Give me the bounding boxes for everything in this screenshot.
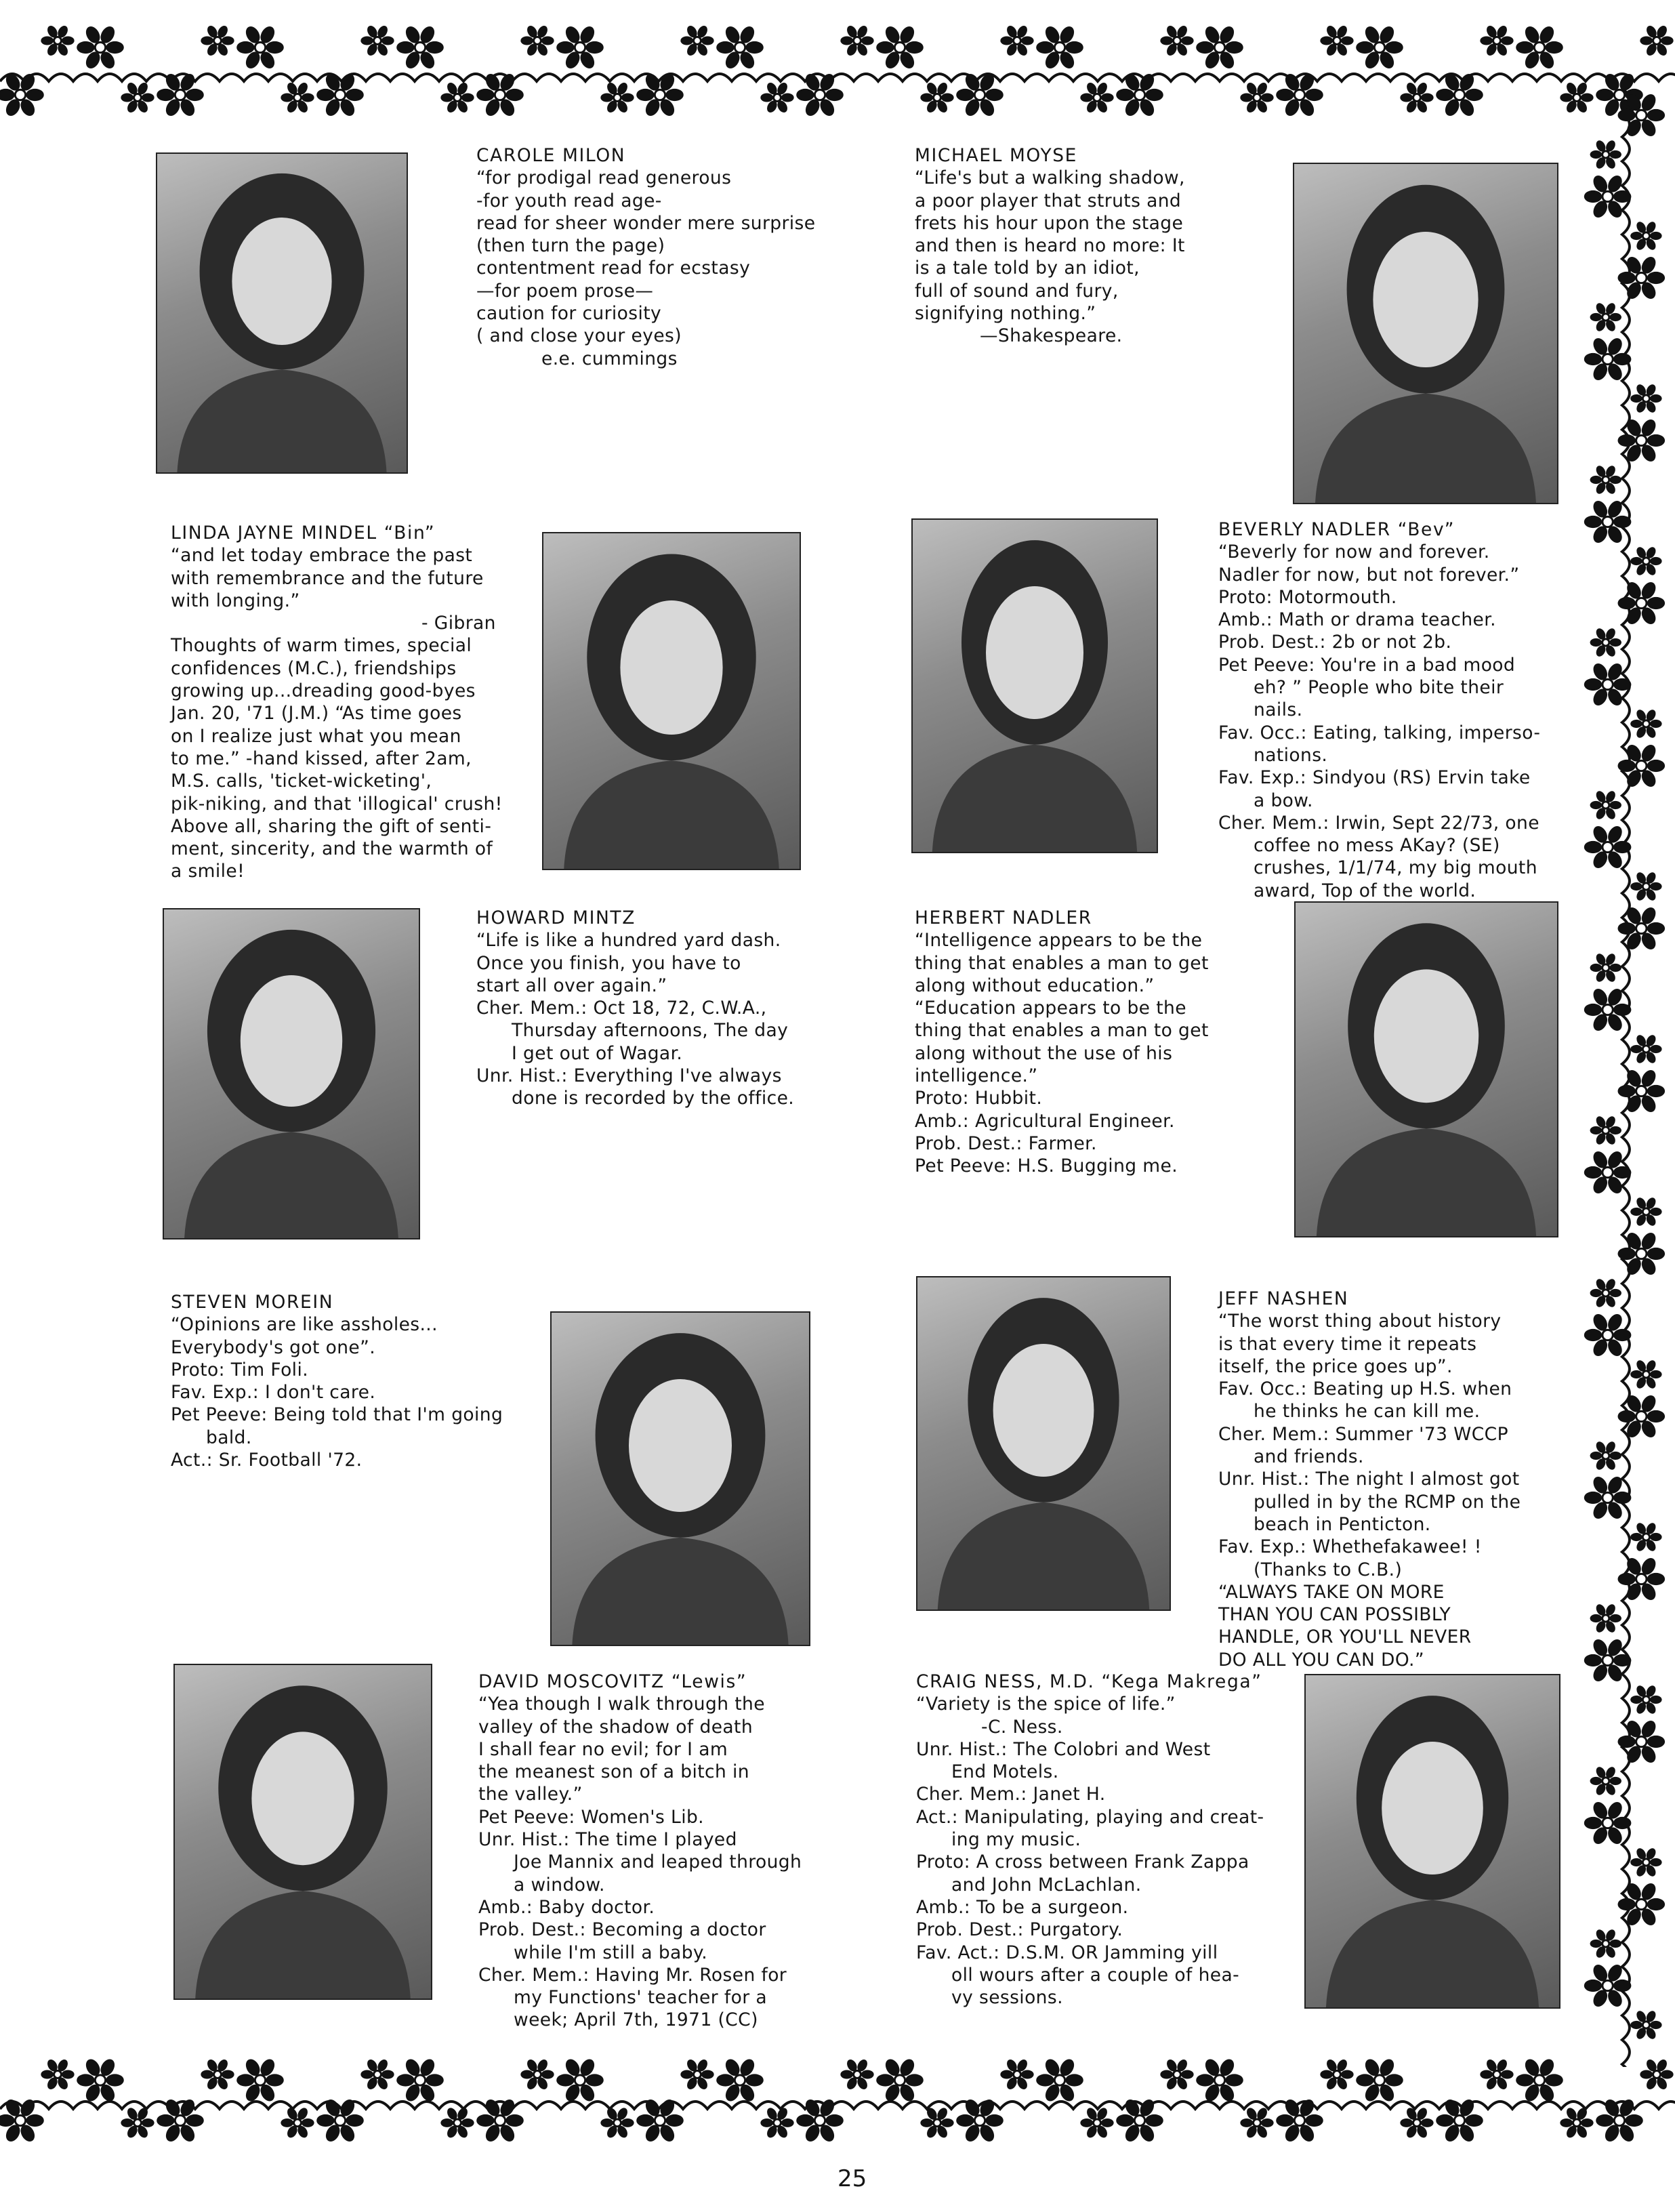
flower-icon: [1590, 1277, 1621, 1309]
entry-line: THAN YOU CAN POSSIBLY: [1218, 1604, 1451, 1626]
flower-icon: [760, 2106, 793, 2139]
entry-line: Unr. Hist.: The time I played: [478, 1829, 737, 1851]
entry-line: along without education.”: [915, 975, 1155, 996]
portrait-silhouette: [175, 1665, 431, 1999]
entry-line: Act.: Sr. Football '72.: [171, 1450, 363, 1471]
entry-carole-milon: [476, 144, 815, 370]
entry-line: —for poem prose—: [476, 280, 654, 302]
portrait-silhouette: [157, 154, 407, 472]
entry-line: End Motels.: [951, 1761, 1059, 1783]
flower-icon: [1196, 2057, 1243, 2104]
flower-icon: [77, 2057, 124, 2104]
flower-icon: [1356, 24, 1403, 70]
flower-icon: [201, 24, 234, 57]
flower-icon: [121, 81, 154, 114]
student-name: MICHAEL MOYSE: [915, 145, 1077, 166]
flower-icon: [556, 2057, 604, 2104]
student-name: DAVID MOSCOVITZ “Lewis”: [478, 1671, 747, 1692]
entry-line: Nadler for now, but not forever.”: [1218, 564, 1520, 586]
flower-icon: [1584, 1799, 1632, 1846]
flower-icon: [396, 24, 444, 70]
student-name: LINDA JAYNE MINDEL “Bin”: [171, 523, 436, 544]
flower-icon: [1320, 24, 1353, 57]
entry-line: I get out of Wagar.: [512, 1042, 683, 1064]
portrait-silhouette: [1294, 164, 1557, 503]
entry-line: Prob. Dest.: Farmer.: [915, 1132, 1097, 1154]
entry-line: ing my music.: [951, 1829, 1081, 1851]
flower-icon: [1160, 24, 1193, 57]
entry-line: -C. Ness.: [981, 1716, 1063, 1738]
entry-line: e.e. cummings: [541, 348, 678, 369]
flower-icon: [1630, 708, 1661, 739]
entry-line: the meanest son of a bitch in: [478, 1761, 749, 1783]
portrait-silhouette: [917, 1277, 1170, 1610]
flower-icon: [1516, 2057, 1563, 2104]
flower-icon: [876, 2057, 924, 2104]
flower-icon: [600, 81, 634, 114]
flower-icon: [556, 24, 604, 70]
entry-line: coffee no mess AKay? (SE): [1254, 835, 1500, 857]
entry-david-moscovitz: [478, 1671, 802, 2032]
entry-line: (then turn the page): [476, 235, 665, 257]
entry-line: while I'm still a baby.: [514, 1942, 708, 1963]
flower-icon: [520, 2057, 554, 2091]
flower-icon: [396, 2057, 444, 2104]
flower-icon: [680, 2057, 714, 2091]
flower-icon: [1618, 1067, 1666, 1114]
entry-line: and friends.: [1254, 1446, 1364, 1468]
entry-herbert-nadler: [915, 907, 1209, 1178]
flower-icon: [1240, 2106, 1273, 2139]
entry-beverly-nadler: [1218, 518, 1540, 902]
flower-icon: [1630, 546, 1661, 577]
portrait-silhouette: [552, 1313, 809, 1645]
entry-line: intelligence.”: [915, 1065, 1038, 1087]
flower-icon: [121, 2106, 154, 2139]
entry-line: —Shakespeare.: [980, 325, 1123, 347]
entry-line: ( and close your eyes): [476, 325, 682, 347]
entry-line: nails.: [1254, 699, 1303, 721]
entry-line: a bow.: [1254, 790, 1313, 811]
flower-icon: [1400, 81, 1433, 114]
flower-icon: [1480, 24, 1513, 57]
flower-icon: [840, 2057, 873, 2091]
entry-line: confidences (M.C.), friendships: [171, 657, 457, 679]
entry-line: Unr. Hist.: Everything I've always: [476, 1065, 782, 1087]
flower-icon: [1630, 1684, 1661, 1715]
entry-line: my Functions' teacher for a: [514, 1987, 767, 2009]
flower-icon: [1618, 91, 1666, 138]
flower-icon: [1584, 823, 1632, 870]
flower-icon: [1590, 952, 1621, 983]
flower-icon: [680, 24, 714, 57]
flower-icon: [1630, 220, 1661, 251]
flower-icon: [1160, 2057, 1193, 2091]
entry-line: valley of the shadow of death: [478, 1716, 753, 1738]
flower-icon: [1080, 81, 1113, 114]
entry-line: week; April 7th, 1971 (CC): [514, 2009, 758, 2031]
entry-line: Proto: Motormouth.: [1218, 586, 1397, 608]
flower-icon: [1080, 2106, 1113, 2139]
entry-line: bald.: [206, 1427, 252, 1448]
flower-icon: [201, 2057, 234, 2091]
entry-line: - Gibran: [421, 613, 496, 634]
entry-line: “The worst thing about history: [1218, 1311, 1502, 1332]
entry-line: nations.: [1254, 744, 1328, 766]
entry-jeff-nashen: [1218, 1288, 1521, 1671]
entry-line: “Life is like a hundred yard dash.: [476, 930, 781, 951]
student-name: JEFF NASHEN: [1218, 1288, 1349, 1309]
flower-icon: [1516, 24, 1563, 70]
photo-beverly-nadler: [911, 518, 1158, 853]
entry-line: start all over again.”: [476, 975, 667, 996]
entry-line: Proto: A cross between Frank Zappa: [916, 1851, 1249, 1873]
flower-icon: [1036, 2057, 1083, 2104]
flower-icon: [236, 24, 284, 70]
entry-line: Pet Peeve: Women's Lib.: [478, 1806, 704, 1828]
flower-icon: [77, 24, 124, 70]
flower-icon: [1590, 1765, 1621, 1797]
flower-icon: [1630, 1847, 1661, 1878]
flower-icon: [41, 24, 74, 57]
entry-line: with remembrance and the future: [171, 567, 484, 589]
entry-line: he thinks he can kill me.: [1254, 1401, 1481, 1422]
entry-line: Pet Peeve: H.S. Bugging me.: [915, 1155, 1178, 1177]
entry-line: and then is heard no more: It: [915, 235, 1185, 257]
entry-line: contentment read for ecstasy: [476, 258, 751, 279]
flower-icon: [1590, 464, 1621, 495]
flower-icon: [1618, 579, 1666, 626]
entry-line: caution for curiosity: [476, 303, 662, 325]
entry-line: and John McLachlan.: [951, 1874, 1142, 1896]
student-name: CRAIG NESS, M.D. “Kega Makrega”: [916, 1671, 1262, 1692]
entry-craig-ness: [916, 1671, 1264, 2009]
flower-icon: [1630, 383, 1661, 414]
entry-line: M.S. calls, 'ticket-wicketing',: [171, 771, 432, 792]
entry-line: is that every time it repeats: [1218, 1333, 1477, 1355]
entry-line: Pet Peeve: You're in a bad mood: [1218, 654, 1516, 676]
flower-icon: [1590, 1603, 1621, 1634]
entry-line: pulled in by the RCMP on the: [1254, 1491, 1521, 1513]
flower-icon: [236, 2057, 284, 2104]
flower-icon: [1480, 2057, 1513, 2091]
entry-line: Thursday afternoons, The day: [512, 1020, 789, 1042]
flower-icon: [716, 2057, 764, 2104]
entry-line: Cher. Mem.: Janet H.: [916, 1784, 1106, 1805]
flower-icon: [281, 2106, 314, 2139]
flower-icon: [1000, 24, 1033, 57]
entry-line: Once you finish, you have to: [476, 952, 741, 974]
entry-line: Jan. 20, '71 (J.M.) “As time goes: [171, 703, 462, 724]
entry-line: itself, the price goes up”.: [1218, 1355, 1453, 1377]
student-name: STEVEN MOREIN: [171, 1292, 334, 1313]
floral-border-right: [1579, 88, 1675, 2067]
flower-icon: [760, 81, 793, 114]
portrait-silhouette: [1306, 1675, 1559, 2007]
flower-icon: [1196, 24, 1243, 70]
flower-icon: [1560, 2106, 1593, 2139]
entry-line: “ALWAYS TAKE ON MORE: [1218, 1581, 1445, 1603]
entry-line: a smile!: [171, 861, 245, 882]
flower-icon: [716, 24, 764, 70]
student-name: HERBERT NADLER: [915, 907, 1092, 928]
entry-line: “Yea though I walk through the: [478, 1694, 765, 1715]
entry-line: frets his hour upon the stage: [915, 212, 1184, 234]
flower-icon: [1356, 2057, 1403, 2104]
entry-line: Cher. Mem.: Irwin, Sept 22/73, one: [1218, 812, 1539, 834]
entry-line: Cher. Mem.: Oct 18, 72, C.W.A.,: [476, 998, 767, 1019]
entry-line: Fav. Occ.: Eating, talking, imperso-: [1218, 722, 1541, 743]
entry-line: Cher. Mem.: Summer '73 WCCP: [1218, 1423, 1508, 1445]
photo-carole-milon: [156, 152, 408, 474]
entry-line: done is recorded by the office.: [512, 1088, 795, 1109]
floral-border-top: [0, 0, 1675, 136]
entry-line: I shall fear no evil; for I am: [478, 1738, 728, 1760]
entry-line: “Beverly for now and forever.: [1218, 541, 1490, 563]
entry-line: with longing.”: [171, 590, 300, 611]
photo-herbert-nadler: [1294, 901, 1558, 1237]
entry-line: “Life's but a walking shadow,: [915, 167, 1185, 189]
entry-line: is a tale told by an idiot,: [915, 258, 1140, 279]
flower-icon: [1630, 1521, 1661, 1553]
entry-line: the valley.”: [478, 1784, 583, 1805]
entry-line: oll wours after a couple of hea-: [951, 1964, 1240, 1986]
flower-icon: [840, 24, 873, 57]
entry-line: Fav. Exp.: Sindyou (RS) Ervin take: [1218, 767, 1531, 789]
entry-line: ment, sincerity, and the warmth of: [171, 838, 493, 860]
entry-line: Prob. Dest.: Purgatory.: [916, 1919, 1123, 1941]
entry-line: Fav. Act.: D.S.M. OR Jamming yill: [916, 1942, 1218, 1963]
flower-icon: [440, 81, 474, 114]
photo-craig-ness: [1304, 1674, 1560, 2009]
flower-icon: [1584, 1311, 1632, 1358]
entry-steven-morein: [171, 1291, 503, 1471]
entry-linda-jayne-mindel: [171, 522, 503, 883]
flower-icon: [0, 2097, 44, 2144]
entry-line: “Education appears to be the: [915, 998, 1186, 1019]
entry-line: Fav. Exp.: I don't care.: [171, 1382, 376, 1404]
photo-david-moscovitz: [173, 1664, 432, 2000]
entry-line: Proto: Tim Foli.: [171, 1359, 309, 1380]
entry-line: vy sessions.: [951, 1987, 1063, 2009]
entry-line: Proto: Hubbit.: [915, 1088, 1043, 1109]
flower-icon: [920, 2106, 953, 2139]
page-number: 25: [838, 2165, 867, 2192]
flower-icon: [1590, 1928, 1621, 1959]
entry-line: Above all, sharing the gift of senti-: [171, 815, 492, 837]
entry-line: crushes, 1/1/74, my big mouth: [1254, 857, 1537, 879]
entry-line: “for prodigal read generous: [476, 167, 732, 189]
entry-line: eh? ” People who bite their: [1254, 677, 1504, 699]
entry-line: “Intelligence appears to be the: [915, 930, 1203, 951]
entry-line: Cher. Mem.: Having Mr. Rosen for: [478, 1964, 787, 1986]
flower-icon: [1036, 24, 1083, 70]
entry-line: Unr. Hist.: The Colobri and West: [916, 1738, 1211, 1760]
flower-icon: [1630, 871, 1661, 902]
flower-icon: [520, 24, 554, 57]
entry-line: Everybody's got one”.: [171, 1336, 376, 1358]
entry-line: signifying nothing.”: [915, 303, 1096, 325]
flower-icon: [1630, 1196, 1661, 1227]
portrait-silhouette: [164, 909, 419, 1238]
entry-line: thing that enables a man to get: [915, 1020, 1209, 1042]
entry-line: Fav. Occ.: Beating up H.S. when: [1218, 1378, 1512, 1400]
entry-line: Prob. Dest.: Becoming a doctor: [478, 1919, 766, 1941]
flower-icon: [1400, 2106, 1433, 2139]
entry-line: Act.: Manipulating, playing and creat-: [916, 1806, 1264, 1828]
flower-icon: [1640, 24, 1673, 57]
photo-linda-jayne-mindel: [542, 532, 801, 870]
entry-line: thing that enables a man to get: [915, 952, 1209, 974]
entry-line: Fav. Exp.: Whethefakawee! !: [1218, 1536, 1482, 1558]
photo-michael-moyse: [1293, 163, 1558, 504]
flower-icon: [1000, 2057, 1033, 2091]
entry-line: full of sound and fury,: [915, 280, 1119, 302]
entry-line: DO ALL YOU CAN DO.”: [1218, 1649, 1425, 1671]
entry-line: -for youth read age-: [476, 190, 662, 211]
flower-icon: [1590, 139, 1621, 170]
entry-line: Prob. Dest.: 2b or not 2b.: [1218, 632, 1452, 653]
flower-icon: [876, 24, 924, 70]
entry-howard-mintz: [476, 907, 794, 1110]
entry-line: “Opinions are like assholes...: [171, 1314, 438, 1336]
flower-icon: [440, 2106, 474, 2139]
entry-line: “Variety is the spice of life.”: [916, 1694, 1176, 1715]
entry-line: HANDLE, OR YOU'LL NEVER: [1218, 1626, 1472, 1648]
entry-michael-moyse: [915, 144, 1185, 348]
flower-icon: [360, 2057, 394, 2091]
entry-line: Amb.: Baby doctor.: [478, 1896, 655, 1918]
portrait-silhouette: [1296, 903, 1557, 1236]
student-name: HOWARD MINTZ: [476, 907, 636, 928]
floral-border-bottom: [0, 2040, 1675, 2155]
entry-line: award, Top of the world.: [1254, 880, 1476, 901]
flower-icon: [1630, 1033, 1661, 1065]
student-name: BEVERLY NADLER “Bev”: [1218, 519, 1455, 540]
entry-line: Amb.: Agricultural Engineer.: [915, 1110, 1175, 1132]
flower-icon: [41, 2057, 74, 2091]
flower-icon: [281, 81, 314, 114]
flower-icon: [1590, 790, 1621, 821]
entry-line: “and let today embrace the past: [171, 545, 473, 567]
entry-line: Thoughts of warm times, special: [171, 635, 472, 657]
entry-line: beach in Penticton.: [1254, 1513, 1431, 1535]
entry-line: to me.” -hand kissed, after 2am,: [171, 747, 472, 769]
flower-icon: [1240, 81, 1273, 114]
flower-icon: [920, 81, 953, 114]
student-name: CAROLE MILON: [476, 145, 626, 166]
entry-line: growing up...dreading good-byes: [171, 680, 476, 702]
entry-line: Amb.: To be a surgeon.: [916, 1896, 1129, 1918]
flower-icon: [360, 24, 394, 57]
flower-icon: [1590, 1115, 1621, 1146]
flower-icon: [1630, 1359, 1661, 1390]
portrait-silhouette: [543, 533, 800, 869]
photo-steven-morein: [550, 1311, 810, 1646]
entry-line: Amb.: Math or drama teacher.: [1218, 609, 1496, 631]
photo-jeff-nashen: [916, 1276, 1171, 1611]
entry-line: on I realize just what you mean: [171, 725, 461, 747]
entry-line: along without the use of his: [915, 1042, 1173, 1064]
photo-howard-mintz: [163, 908, 420, 1240]
flower-icon: [1618, 1555, 1666, 1602]
entry-line: a window.: [514, 1874, 605, 1896]
flower-icon: [600, 2106, 634, 2139]
entry-line: Joe Mannix and leaped through: [514, 1851, 802, 1873]
entry-line: Unr. Hist.: The night I almost got: [1218, 1469, 1520, 1490]
flower-icon: [1320, 2057, 1353, 2091]
entry-line: (Thanks to C.B.): [1254, 1559, 1403, 1580]
flower-icon: [1590, 627, 1621, 658]
entry-line: read for sheer wonder mere surprise: [476, 212, 816, 234]
entry-line: pik-niking, and that 'illogical' crush!: [171, 793, 503, 815]
portrait-silhouette: [913, 520, 1157, 852]
flower-icon: [1590, 1440, 1621, 1471]
flower-icon: [1590, 302, 1621, 333]
entry-line: Pet Peeve: Being told that I'm going: [171, 1404, 503, 1426]
entry-line: a poor player that struts and: [915, 190, 1182, 211]
flower-icon: [1584, 335, 1632, 382]
flower-icon: [1630, 2009, 1661, 2041]
